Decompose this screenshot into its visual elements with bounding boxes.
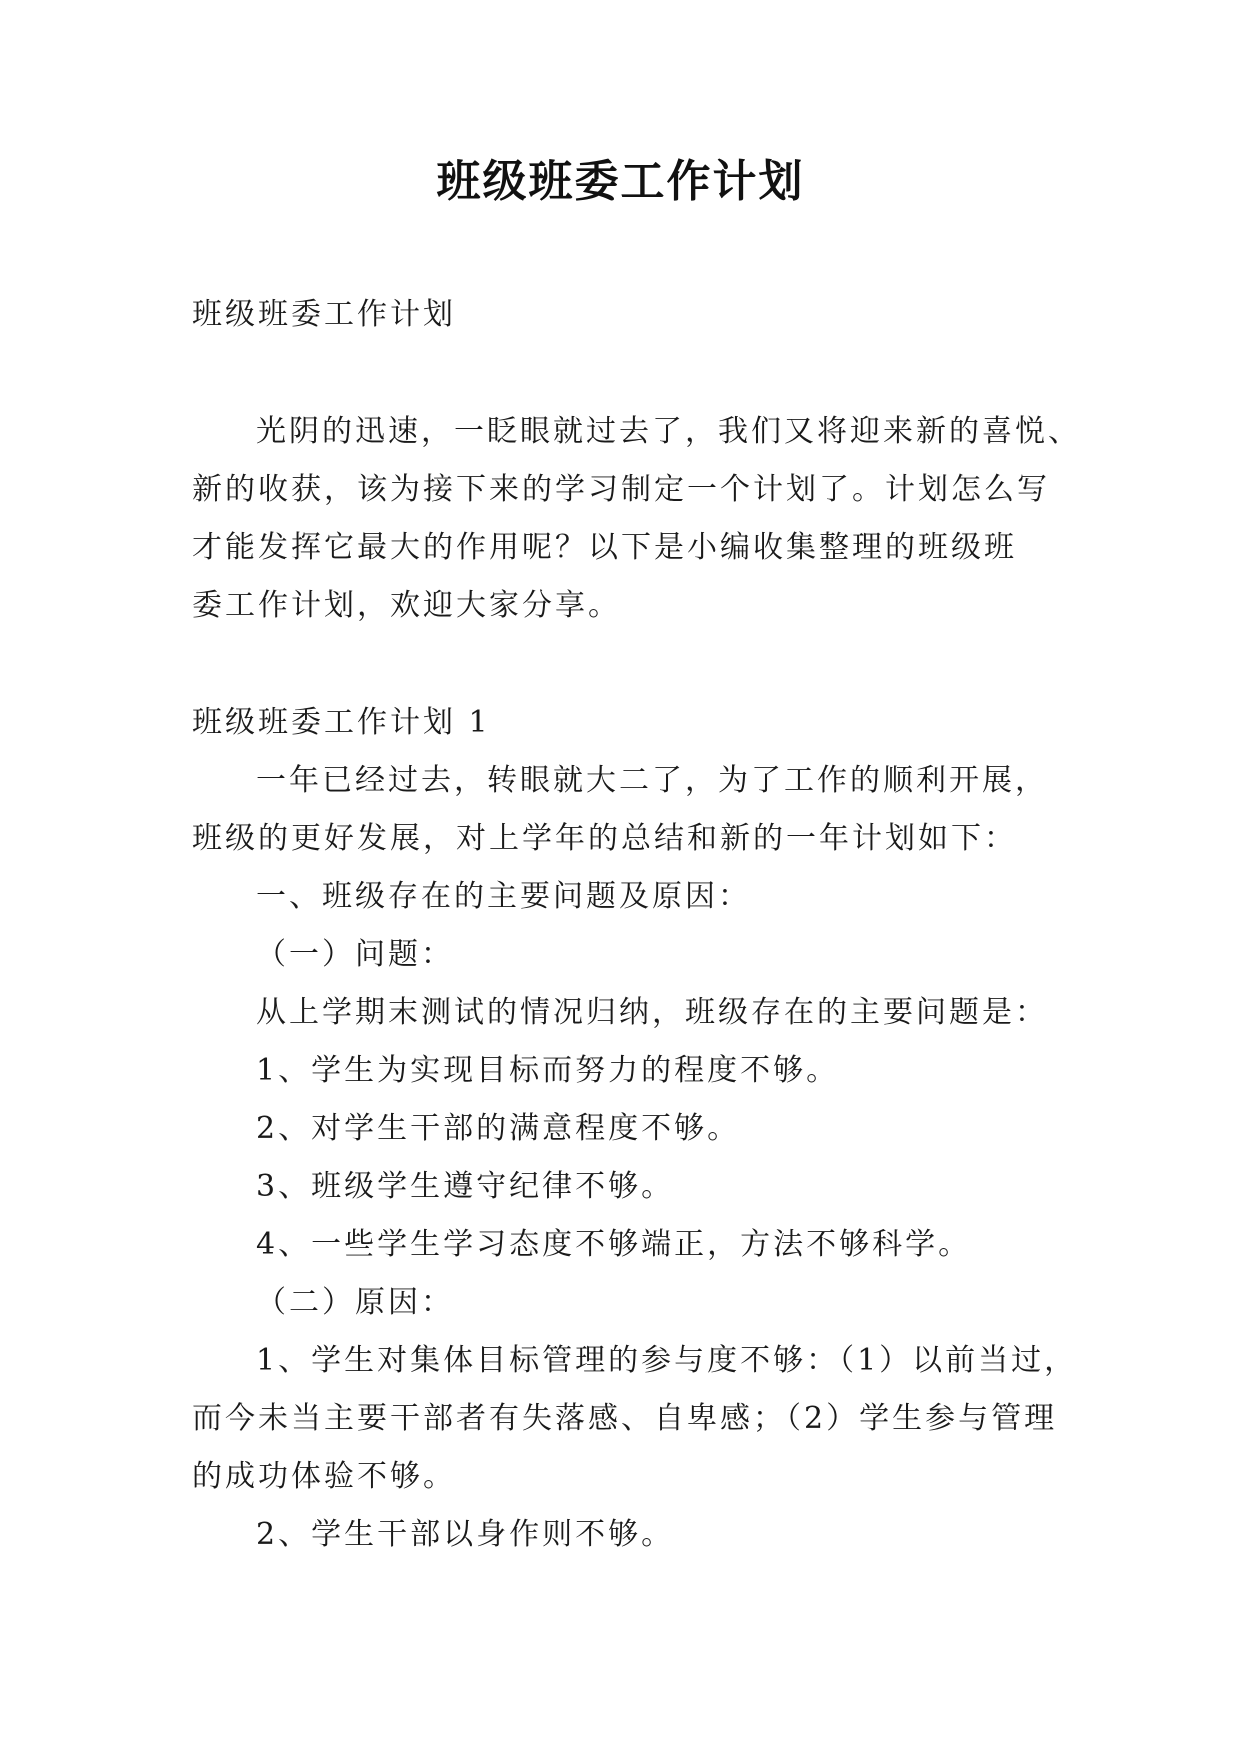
body-line: 3、班级学生遵守纪律不够。 <box>256 1169 675 1204</box>
body-line: 4、一些学生学习态度不够端正，方法不够科学。 <box>256 1227 972 1262</box>
body-line: （二）原因： <box>256 1285 454 1320</box>
body-line: 班级的更好发展，对上学年的总结和新的一年计划如下： <box>192 821 1017 856</box>
body-line: 从上学期末测试的情况归纳，班级存在的主要问题是： <box>256 995 1048 1030</box>
intro-line: 委工作计划，欢迎大家分享。 <box>192 588 621 623</box>
intro-line: 光阴的迅速，一眨眼就过去了，我们又将迎来新的喜悦、 <box>256 414 1081 449</box>
body-line: 1、学生对集体目标管理的参与度不够：（1）以前当过， <box>256 1343 1078 1378</box>
document-subtitle: 班级班委工作计划 <box>192 297 456 332</box>
body-line: 的成功体验不够。 <box>192 1459 456 1494</box>
body-line: （一）问题： <box>256 937 454 972</box>
body-line: 2、学生干部以身作则不够。 <box>256 1517 675 1552</box>
body-line: 一年已经过去，转眼就大二了，为了工作的顺利开展， <box>256 763 1048 798</box>
body-line: 1、学生为实现目标而努力的程度不够。 <box>256 1053 840 1088</box>
section-heading: 班级班委工作计划 1 <box>192 705 491 740</box>
document-title: 班级班委工作计划 <box>436 156 805 207</box>
body-line: 2、对学生干部的满意程度不够。 <box>256 1111 741 1146</box>
intro-line: 才能发挥它最大的作用呢？以下是小编收集整理的班级班 <box>192 530 1017 565</box>
body-line: 一、班级存在的主要问题及原因： <box>256 879 751 914</box>
body-line: 而今未当主要干部者有失落感、自卑感；（2）学生参与管理 <box>192 1401 1058 1436</box>
intro-line: 新的收获，该为接下来的学习制定一个计划了。计划怎么写 <box>192 472 1050 507</box>
